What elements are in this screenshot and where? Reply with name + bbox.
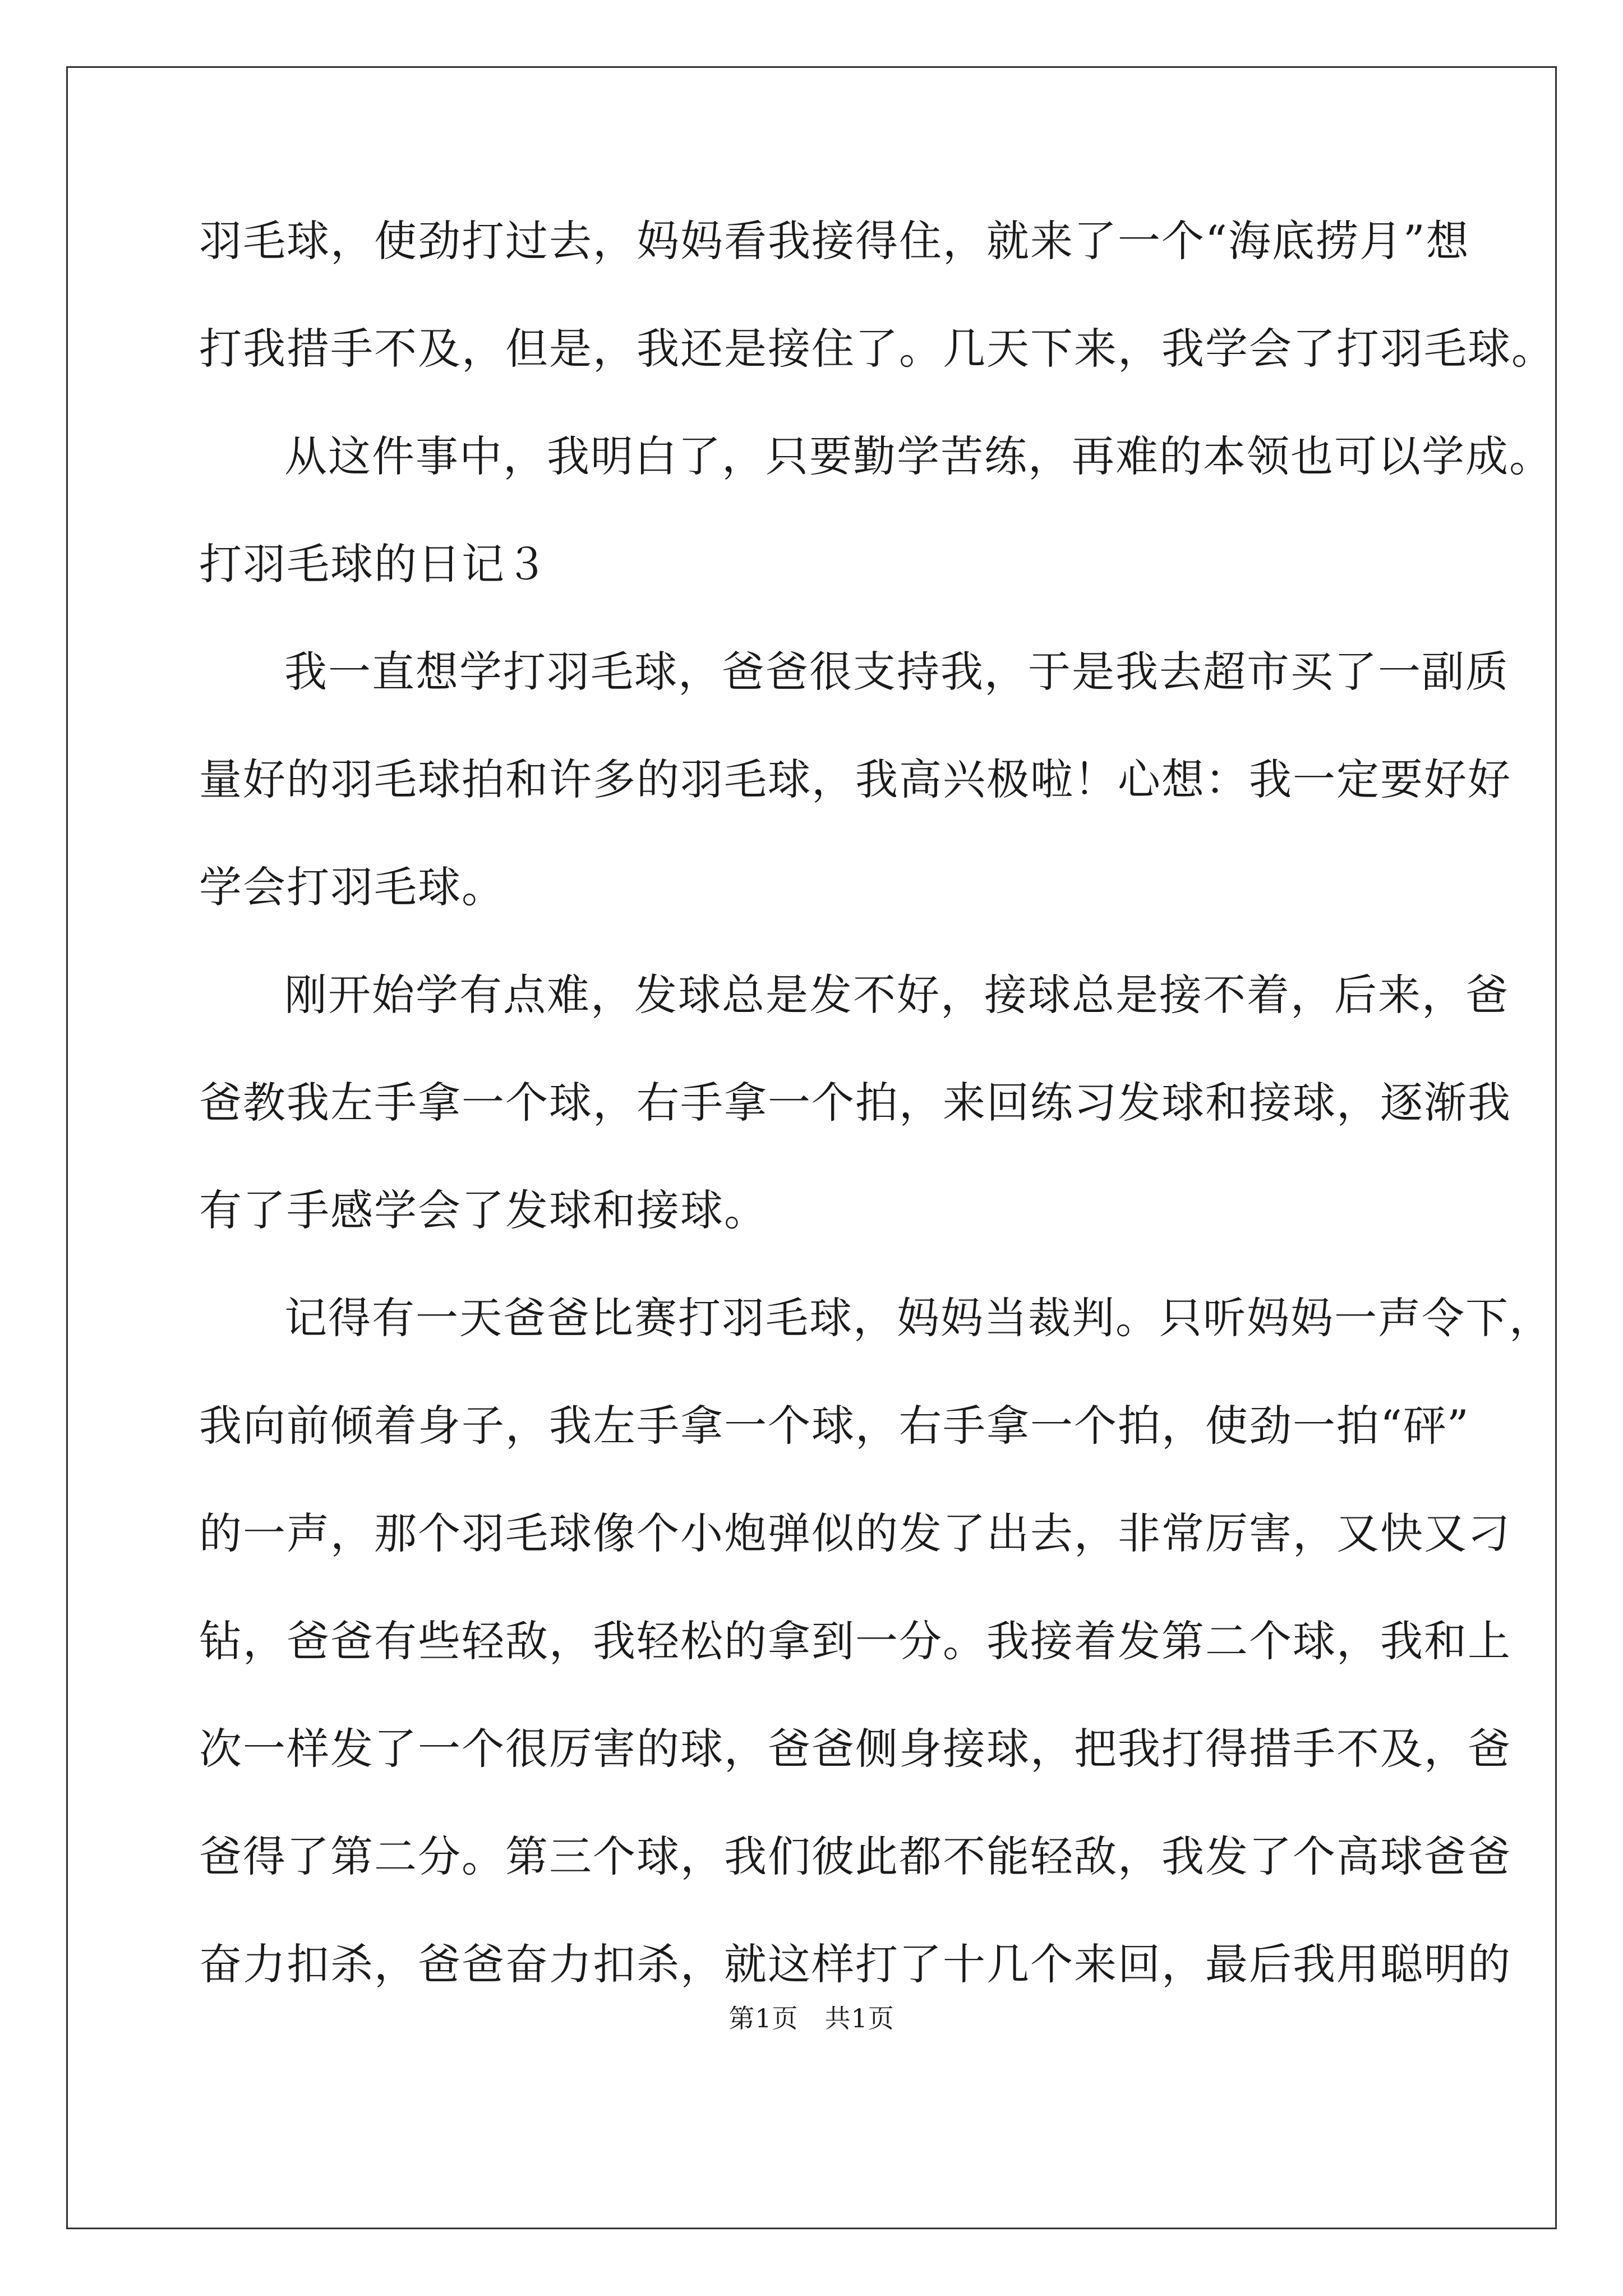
text-line: 次一样发了一个很厉害的球，爸爸侧身接球，把我打得措手不及，爸: [199, 1724, 1511, 1774]
text-line: 学会打羽毛球。: [199, 862, 505, 912]
paragraph-line: 记得有一天爸爸比赛打羽毛球，妈妈当裁判。只听妈妈一声令下，: [284, 1293, 1553, 1343]
paragraph-line: 刚开始学有点难，发球总是发不好，接球总是接不着，后来，爸: [284, 970, 1509, 1020]
text-line: 打我措手不及，但是，我还是接住了。几天下来，我学会了打羽毛球。: [199, 324, 1555, 374]
text-line: 的一声，那个羽毛球像个小炮弹似的发了出去，非常厉害，又快又刁: [199, 1508, 1511, 1558]
text-line: 有了手感学会了发球和接球。: [199, 1185, 768, 1235]
text-line: 量好的羽毛球拍和许多的羽毛球，我高兴极啦！心想：我一定要好好: [199, 754, 1511, 804]
text-line: 奋力扣杀，爸爸奋力扣杀，就这样打了十几个来回，最后我用聪明的: [199, 1939, 1511, 1989]
text-line: 爸教我左手拿一个球，右手拿一个拍，来回练习发球和接球，逐渐我: [199, 1078, 1511, 1128]
text-line: 我向前倾着身子，我左手拿一个球，右手拿一个拍，使劲一拍“砰”: [199, 1401, 1470, 1451]
paragraph-line: 我一直想学打羽毛球，爸爸很支持我，于是我去超市买了一副质: [284, 647, 1509, 697]
section-title: 打羽毛球的日记３: [199, 539, 549, 589]
document-body: [199, 216, 1555, 2047]
text-line: 羽毛球，使劲打过去，妈妈看我接得住，就来了一个“海底捞月”想: [199, 216, 1470, 266]
text-line: 钻，爸爸有些轻敌，我轻松的拿到一分。我接着发第二个球，我和上: [199, 1616, 1511, 1666]
text-line: 爸得了第二分。第三个球，我们彼此都不能轻敌，我发了个高球爸爸: [199, 1832, 1511, 1881]
paragraph-line: 从这件事中，我明白了，只要勤学苦练，再难的本领也可以学成。: [284, 431, 1553, 481]
page-footer: 第1页 共1页: [728, 2003, 895, 2033]
